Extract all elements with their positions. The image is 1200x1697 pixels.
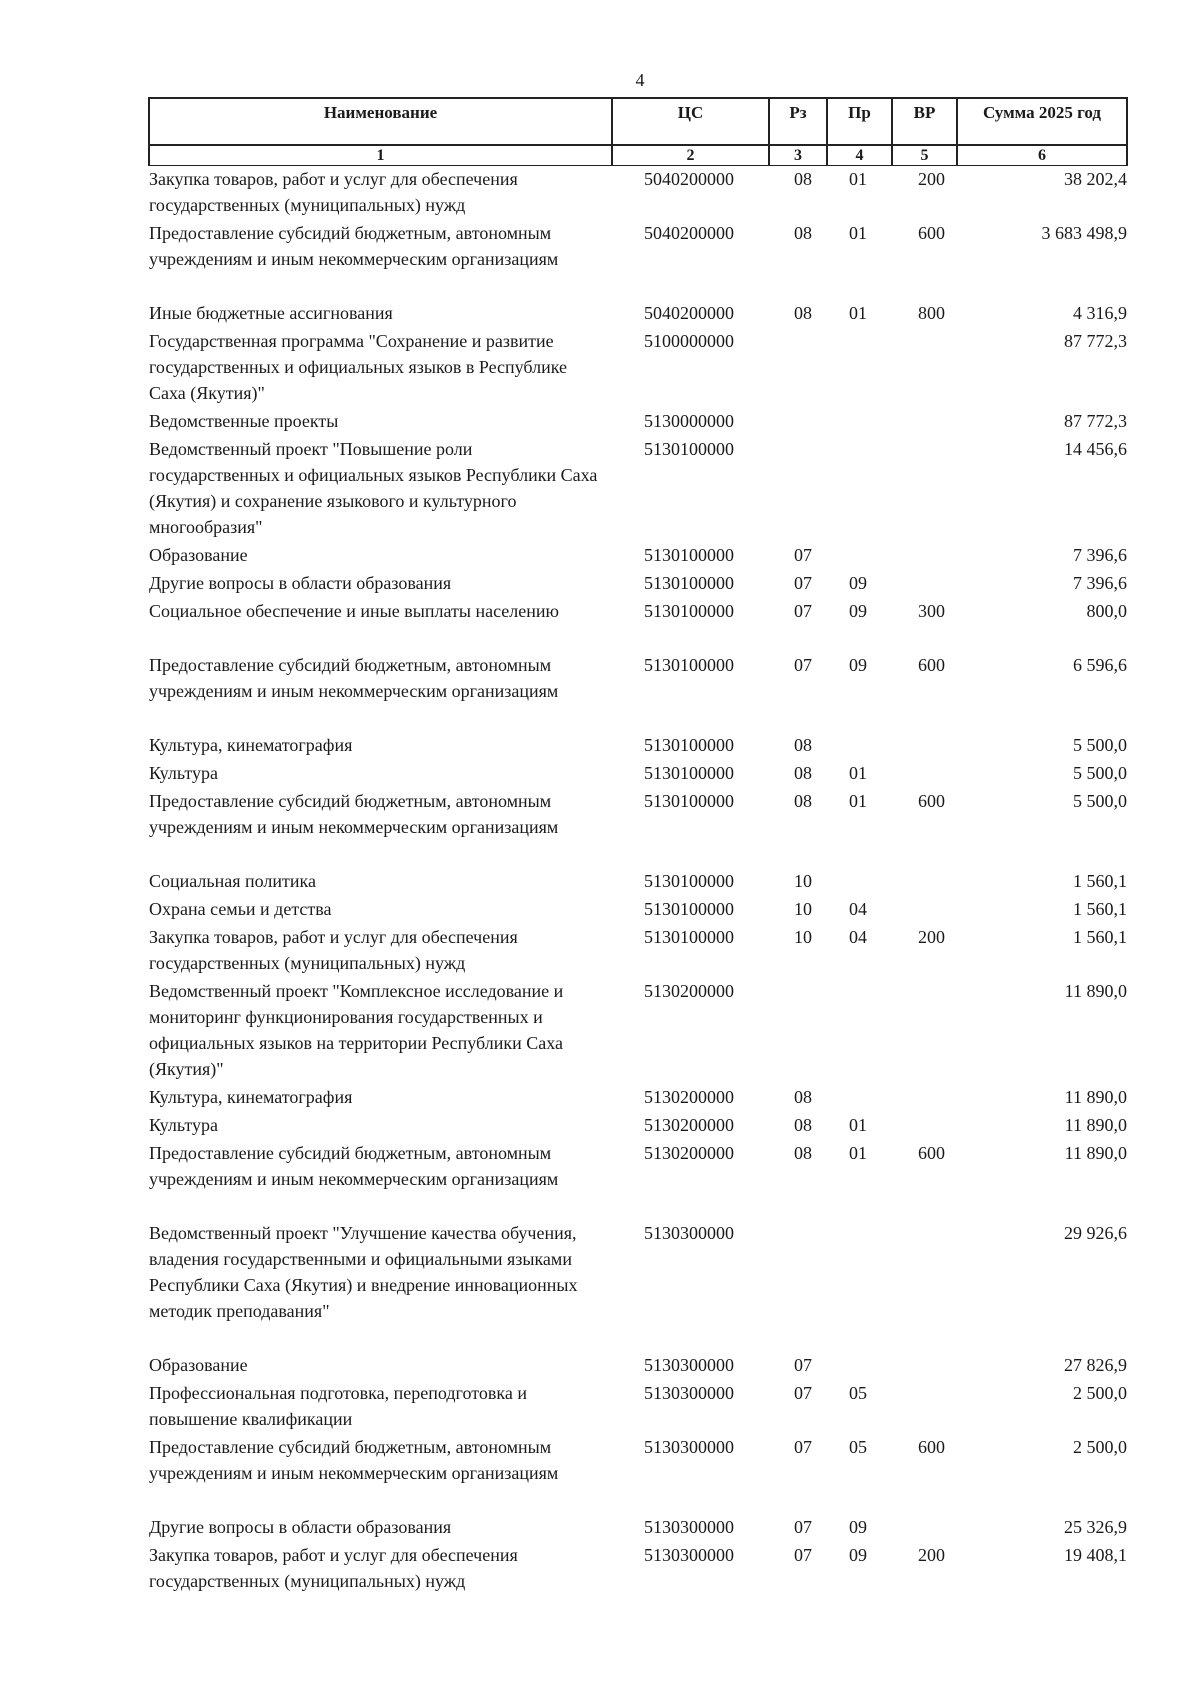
- row-pr-code: [827, 542, 892, 570]
- table-row: [149, 868, 1127, 896]
- row-vr-code: [892, 1352, 957, 1380]
- row-name: Охрана семьи и детства: [149, 898, 332, 919]
- table-row: [149, 408, 1127, 436]
- row-pr-code: [827, 1220, 892, 1352]
- header-sum: Сумма 2025 год: [957, 98, 1127, 145]
- row-vr-code: [892, 328, 957, 408]
- row-rz-code: 10: [794, 898, 812, 919]
- row-rz-code: 08: [794, 1086, 812, 1107]
- row-vr-code: 600: [918, 222, 945, 243]
- row-name: Образование: [149, 1354, 248, 1375]
- row-pr-code: 01: [849, 302, 867, 323]
- row-rz-code: [769, 328, 827, 408]
- column-number: 6: [957, 145, 1127, 166]
- column-number: 2: [612, 145, 769, 166]
- table-row: [149, 1514, 1127, 1542]
- row-sum: 5 500,0: [1073, 790, 1127, 811]
- row-rz-code: 10: [794, 926, 812, 947]
- row-pr-code: [827, 868, 892, 896]
- row-rz-code: 10: [794, 870, 812, 891]
- row-cs-code: 5130100000: [644, 898, 734, 919]
- row-name: Иные бюджетные ассигнования: [149, 302, 393, 323]
- table-body: [149, 166, 1127, 1596]
- column-number-row: [149, 145, 1127, 166]
- row-name: Культура: [149, 1114, 218, 1135]
- row-pr-code: 01: [849, 762, 867, 783]
- row-name: Социальное обеспечение и иные выплаты населению: [149, 600, 559, 621]
- row-name: Закупка товаров, работ и услуг для обеспечения государственных (муниципальных) нужд: [149, 926, 518, 973]
- row-sum: 87 772,3: [1064, 330, 1127, 351]
- row-vr-code: [892, 1112, 957, 1140]
- row-rz-code: 07: [794, 1382, 812, 1403]
- row-sum: 7 396,6: [1073, 572, 1127, 593]
- row-cs-code: 5130200000: [644, 1142, 734, 1163]
- row-cs-code: 5130200000: [644, 1086, 734, 1107]
- row-rz-code: 08: [794, 1142, 812, 1163]
- table-row: [149, 570, 1127, 598]
- row-vr-code: [892, 542, 957, 570]
- row-pr-code: [827, 1084, 892, 1112]
- row-cs-code: 5130100000: [644, 654, 734, 675]
- row-pr-code: [827, 436, 892, 542]
- row-sum: 27 826,9: [1064, 1354, 1127, 1375]
- row-pr-code: 01: [849, 222, 867, 243]
- row-vr-code: [892, 732, 957, 760]
- column-number: 5: [892, 145, 957, 166]
- row-cs-code: 5130100000: [644, 734, 734, 755]
- row-sum: 1 560,1: [1073, 870, 1127, 891]
- row-vr-code: [892, 1380, 957, 1434]
- row-sum: 4 316,9: [1073, 302, 1127, 323]
- page-number: 4: [635, 70, 645, 90]
- row-sum: 11 890,0: [1064, 1142, 1127, 1163]
- row-cs-code: 5040200000: [644, 302, 734, 323]
- row-vr-code: 600: [918, 1436, 945, 1457]
- row-rz-code: 08: [794, 302, 812, 323]
- row-pr-code: 04: [849, 898, 867, 919]
- row-rz-code: [769, 1220, 827, 1352]
- table-row: [149, 896, 1127, 924]
- row-vr-code: [892, 570, 957, 598]
- row-name: Предоставление субсидий бюджетным, автономным учреждениям и иным некоммерческим организациям: [149, 654, 559, 701]
- row-name: Другие вопросы в области образования: [149, 1516, 452, 1537]
- row-vr-code: [892, 760, 957, 788]
- column-number: 1: [149, 145, 612, 166]
- row-name: Предоставление субсидий бюджетным, автономным учреждениям и иным некоммерческим организациям: [149, 1436, 559, 1483]
- row-vr-code: 600: [918, 1142, 945, 1163]
- row-cs-code: 5130100000: [644, 438, 734, 459]
- row-vr-code: 200: [918, 1544, 945, 1565]
- row-sum: 7 396,6: [1073, 544, 1127, 565]
- header-name: Наименование: [149, 98, 612, 145]
- table-row: [149, 542, 1127, 570]
- row-cs-code: 5130000000: [644, 410, 734, 431]
- row-cs-code: 5130300000: [644, 1436, 734, 1457]
- row-vr-code: 300: [918, 600, 945, 621]
- row-pr-code: 05: [849, 1382, 867, 1403]
- row-cs-code: 5130300000: [644, 1222, 734, 1243]
- table-row: [149, 598, 1127, 652]
- row-vr-code: [892, 978, 957, 1084]
- row-cs-code: 5040200000: [644, 169, 734, 189]
- row-cs-code: 5130100000: [644, 600, 734, 621]
- row-rz-code: 07: [794, 572, 812, 593]
- row-vr-code: 200: [918, 169, 945, 189]
- row-rz-code: 08: [794, 222, 812, 243]
- row-sum: 29 926,6: [1064, 1222, 1127, 1243]
- row-pr-code: 01: [849, 1114, 867, 1135]
- row-rz-code: 07: [794, 654, 812, 675]
- row-vr-code: [892, 868, 957, 896]
- row-name: Ведомственный проект "Комплексное исследование и мониторинг функционирования государственных и официальных языков на территории Республики Саха (Якутия)": [149, 980, 564, 1079]
- row-rz-code: 07: [794, 600, 812, 621]
- header-cs: ЦС: [612, 98, 769, 145]
- row-sum: 14 456,6: [1064, 438, 1127, 459]
- row-name: Закупка товаров, работ и услуг для обеспечения государственных (муниципальных) нужд: [149, 169, 518, 215]
- row-name: Культура: [149, 762, 218, 783]
- row-cs-code: 5130300000: [644, 1516, 734, 1537]
- table-row: [149, 220, 1127, 300]
- row-vr-code: 800: [918, 302, 945, 323]
- row-cs-code: 5130300000: [644, 1382, 734, 1403]
- row-name: Культура, кинематография: [149, 734, 353, 755]
- row-cs-code: 5130100000: [644, 926, 734, 947]
- budget-table: [148, 97, 1128, 1596]
- table-row: [149, 1084, 1127, 1112]
- table-row: [149, 166, 1127, 220]
- row-cs-code: 5130100000: [644, 572, 734, 593]
- row-cs-code: 5130100000: [644, 762, 734, 783]
- row-pr-code: 01: [849, 1142, 867, 1163]
- row-cs-code: 5130200000: [644, 1114, 734, 1135]
- table-row: [149, 1220, 1127, 1352]
- row-name: Государственная программа "Сохранение и развитие государственных и официальных языков в Республике Саха (Якутия)": [149, 330, 568, 403]
- header-pr: Пр: [827, 98, 892, 145]
- row-cs-code: 5040200000: [644, 222, 734, 243]
- table-row: [149, 300, 1127, 328]
- table-row: [149, 328, 1127, 408]
- row-sum: 38 202,4: [1064, 169, 1127, 189]
- row-name: Предоставление субсидий бюджетным, автономным учреждениям и иным некоммерческим организациям: [149, 222, 559, 269]
- row-sum: 5 500,0: [1073, 734, 1127, 755]
- row-rz-code: 08: [794, 169, 812, 189]
- row-sum: 87 772,3: [1064, 410, 1127, 431]
- row-pr-code: [827, 408, 892, 436]
- row-sum: 6 596,6: [1073, 654, 1127, 675]
- row-rz-code: 07: [794, 544, 812, 565]
- row-pr-code: 09: [849, 572, 867, 593]
- row-cs-code: 5100000000: [644, 330, 734, 351]
- row-vr-code: 600: [918, 790, 945, 811]
- row-rz-code: [769, 436, 827, 542]
- row-cs-code: 5130300000: [644, 1354, 734, 1375]
- table-row: [149, 978, 1127, 1084]
- table-row: [149, 760, 1127, 788]
- row-name: Предоставление субсидий бюджетным, автономным учреждениям и иным некоммерческим организациям: [149, 1142, 559, 1189]
- header-vr: ВР: [892, 98, 957, 145]
- table-row: [149, 788, 1127, 868]
- row-name: Другие вопросы в области образования: [149, 572, 452, 593]
- row-cs-code: 5130100000: [644, 870, 734, 891]
- column-number: 3: [769, 145, 827, 166]
- row-rz-code: 07: [794, 1354, 812, 1375]
- row-cs-code: 5130200000: [644, 980, 734, 1001]
- row-name: Закупка товаров, работ и услуг для обеспечения государственных (муниципальных) нужд: [149, 1544, 518, 1591]
- row-vr-code: [892, 1514, 957, 1542]
- row-pr-code: 05: [849, 1436, 867, 1457]
- row-pr-code: [827, 978, 892, 1084]
- row-sum: 3 683 498,9: [1041, 222, 1127, 243]
- row-pr-code: [827, 732, 892, 760]
- row-name: Ведомственный проект "Повышение роли государственных и официальных языков Республики Саха (Якутия) и сохранение языкового и культурного многообразия": [149, 438, 598, 537]
- row-pr-code: 09: [849, 1544, 867, 1565]
- row-rz-code: 08: [794, 734, 812, 755]
- row-sum: 25 326,9: [1064, 1516, 1127, 1537]
- row-rz-code: [769, 408, 827, 436]
- row-name: Предоставление субсидий бюджетным, автономным учреждениям и иным некоммерческим организациям: [149, 790, 559, 837]
- row-pr-code: 09: [849, 1516, 867, 1537]
- row-pr-code: 04: [849, 926, 867, 947]
- row-sum: 19 408,1: [1064, 1544, 1127, 1565]
- row-rz-code: 07: [794, 1436, 812, 1457]
- header-rz: Рз: [769, 98, 827, 145]
- row-rz-code: 08: [794, 1114, 812, 1135]
- row-name: Ведомственный проект "Улучшение качества обучения, владения государственными и официальными языками Республики Саха (Якутия) и внедрение инновационных методик преподавания": [149, 1222, 578, 1321]
- table-row: [149, 1542, 1127, 1596]
- row-pr-code: 09: [849, 654, 867, 675]
- row-name: Образование: [149, 544, 248, 565]
- row-sum: 1 560,1: [1073, 926, 1127, 947]
- row-pr-code: 01: [849, 790, 867, 811]
- table-row: [149, 1352, 1127, 1380]
- row-pr-code: 01: [849, 169, 867, 189]
- row-cs-code: 5130100000: [644, 544, 734, 565]
- row-rz-code: [769, 978, 827, 1084]
- row-cs-code: 5130300000: [644, 1544, 734, 1565]
- row-vr-code: 600: [918, 654, 945, 675]
- row-pr-code: 09: [849, 600, 867, 621]
- table-row: [149, 1112, 1127, 1140]
- row-sum: 11 890,0: [1064, 1114, 1127, 1135]
- row-sum: 11 890,0: [1064, 980, 1127, 1001]
- row-rz-code: 08: [794, 790, 812, 811]
- row-pr-code: [827, 1352, 892, 1380]
- table-row: [149, 652, 1127, 732]
- table-row: [149, 1140, 1127, 1220]
- row-rz-code: 07: [794, 1516, 812, 1537]
- row-vr-code: [892, 1220, 957, 1352]
- row-sum: 2 500,0: [1073, 1436, 1127, 1457]
- row-vr-code: [892, 896, 957, 924]
- row-vr-code: 200: [918, 926, 945, 947]
- column-number: 4: [827, 145, 892, 166]
- row-name: Ведомственные проекты: [149, 410, 339, 431]
- row-name: Культура, кинематография: [149, 1086, 353, 1107]
- row-sum: 11 890,0: [1064, 1086, 1127, 1107]
- row-sum: 1 560,1: [1073, 898, 1127, 919]
- row-vr-code: [892, 408, 957, 436]
- table-row: [149, 436, 1127, 542]
- row-pr-code: [827, 328, 892, 408]
- row-rz-code: 08: [794, 762, 812, 783]
- row-sum: 800,0: [1086, 600, 1127, 621]
- row-cs-code: 5130100000: [644, 790, 734, 811]
- header-row: [149, 98, 1127, 145]
- row-rz-code: 07: [794, 1544, 812, 1565]
- row-sum: 5 500,0: [1073, 762, 1127, 783]
- table-row: [149, 924, 1127, 978]
- table-row: [149, 1380, 1127, 1434]
- row-name: Социальная политика: [149, 870, 316, 891]
- row-name: Профессиональная подготовка, переподготовка и повышение квалификации: [149, 1382, 527, 1429]
- table-row: [149, 732, 1127, 760]
- table-row: [149, 1434, 1127, 1514]
- row-sum: 2 500,0: [1073, 1382, 1127, 1403]
- row-vr-code: [892, 436, 957, 542]
- row-vr-code: [892, 1084, 957, 1112]
